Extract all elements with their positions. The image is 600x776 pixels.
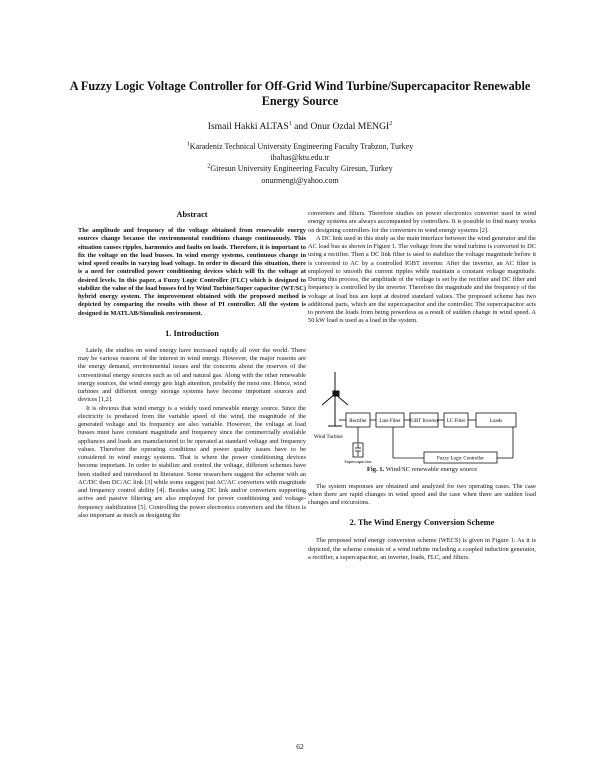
- intro-paragraph-1: Lately, the studies on wind energy have increased rapidly all over the world. There may be various reasons of the interest in wind energy. However, the major reasons are the energy demand, environmental issues and the concerns about the reserves of the conventional energy sources such as oil and natural gas. Along with the other renewable energy sources, the wind energy gets high attention, probably the most one. Hence, wind turbines and different energy storage systems have become important sources and devices [1,2].: [78, 346, 306, 404]
- page-number: 62: [296, 742, 304, 751]
- wind-turbine-icon: [322, 372, 348, 426]
- paper-title: A Fuzzy Logic Voltage Controller for Off-Grid Wind Turbine/Supercapacitor Renewable Energy Source: [69, 79, 531, 108]
- affiliation-1: [60, 141, 540, 152]
- right-paragraph-3: The system responses are obtained and analyzed for two operating cases. The case when there are rapid changes in wind speed and the case when there are sudden load changes and excursions.: [308, 482, 536, 506]
- line-filter-label: Line Filter: [379, 418, 401, 424]
- abstract-heading: Abstract: [176, 210, 208, 219]
- right-paragraph-4: The proposed wind energy conversion scheme (WECS) is given in Figure 1. As it is depicted, the scheme consists of a wind turbine including a coupled induction generator, a rectifier, a supercapacitor, an inverter, loads, FLC, and filters.: [308, 537, 536, 561]
- author-conjunction: and: [291, 121, 311, 132]
- author-1: Ismail Hakki ALTAS: [207, 121, 289, 132]
- abstract-body: The amplitude and frequency of the voltage obtained from renewable energy sources change because the environmental conditions change continuously. This situation causes ripples, harmonics and faults on loads. Therefore, it is important to fix the voltage on the load busses. In wind energy systems, continuous change in wind speed results in varying load voltage. In order to discard this situation, there is a need for controlled power conditioning devices which will fix the voltage at desired levels. In this paper, a Fuzzy Logic Controller (FLC) which is designed to stabilize the value of the load busses fed by Wind Turbine/Super capacitor (WT/SC) hybrid energy system. The improvement obtained with the proposed method is depicted by comparing the results with those of PI controller. All the system is designed in MATLAB/Simulink environment.: [78, 227, 306, 317]
- affiliation-1-email: ihaltas@ktu.edu.tr: [270, 153, 330, 163]
- affiliation-1-superscript: 1: [186, 141, 190, 148]
- figure-1-label: Fig. 1.: [366, 465, 385, 473]
- affiliation-2-email: onurmengi@yahoo.com: [261, 175, 339, 185]
- introduction-heading: 1. Introduction: [165, 328, 219, 338]
- author-2-superscript: 2: [389, 120, 393, 127]
- flc-label: Fuzzy Logic Controller: [437, 456, 484, 462]
- author-2: Onur Ozdal MENGI: [310, 121, 390, 132]
- left-column: [78, 210, 306, 520]
- rectifier-label: Rectifier: [349, 418, 367, 424]
- figure-1-caption: [308, 466, 536, 473]
- intro-paragraph-2: It is obvious that wind energy is a widely used renewable energy source. Since the electricity is produced from the variable speed of the wind, the magnitude of the generated voltage and its frequency are also variable. However, the voltage at load busses must have constant magnitude and frequency since the commercially available appliances and loads are manufactured to be operated at standard voltage and frequency values. Therefore the operating conditions and power quality issues have to be considered in wind energy systems. That is where the power conditioning devices become important. In order to stabilize and control the voltage, different schemes have been studied and introduced in literature. Some researchers suggest the scheme with an AC/DC then DC/AC link [3] while some suggest just AC/AC converters with magnitude and frequency control ability [4]. Besides using DC link and/or converters supporting active and passive filtering are also employed for power conditioning and voltage-frequency stabilization [5]. Controlling the power electronics converters and the filters is also important as much as designing the: [78, 404, 306, 519]
- wecs-heading: 2. The Wind Energy Conversion Scheme: [349, 518, 495, 528]
- supercapacitor-label: Supercapacitor: [344, 458, 372, 464]
- supercapacitor-icon: [353, 443, 363, 457]
- igbt-inverter-label: IGBT Inverter: [409, 418, 439, 424]
- affiliation-1-institution: Karadeniz Technical University Engineering Faculty Trabzon, Turkey: [189, 142, 414, 151]
- right-column: [308, 210, 536, 562]
- figure-1-caption-text: Wind/SC renewable energy source: [384, 465, 478, 473]
- loads-label: Loads: [489, 418, 503, 424]
- lc-filter-label: LC Filter: [446, 418, 466, 424]
- author-line: [60, 121, 540, 132]
- wind-turbine-label: Wind Turbine: [314, 433, 343, 440]
- right-paragraph-2: A DC link used in this study as the main interface between the wind generator and the AC load bus as shown in Figure 1. The voltage from the wind turbine is converted to DC using a rectifier. Then a DC link filter is used to stabilize the voltage magnitude before it is converted to AC by a controlled IGBT inverter. After the inverter, an AC filter is employed to smooth the current ripples while maintain a constant voltage magnitude. During this process, the amplitude of the voltage is set by the rectifier and DC filter and frequency is controlled by the inverter. Therefore the magnitude and the frequency of the voltage at load bus are kept at desired standard values. The proposed scheme has two additional parts, which are the supercapacitor and the controller. The supercapacitor acts to prevent the loads from being powerless as a result of sudden change in wind speed. A 50 kW load is used as a load in the system.: [308, 234, 536, 325]
- affiliations: [60, 141, 540, 186]
- wecs-block-diagram: [308, 334, 536, 464]
- figure-1: [308, 334, 536, 464]
- affiliation-2: [60, 163, 540, 174]
- affiliation-2-superscript: 2: [207, 163, 211, 170]
- author-1-superscript: 1: [288, 120, 292, 127]
- affiliation-2-institution: Giresun University Engineering Faculty Giresun, Turkey: [210, 164, 393, 174]
- right-paragraph-1: converters and filters. Therefore studies on power electronics converter used in wind energy systems are always accompanied by controllers. It is possible to find many works on designing controllers for the converters in wind energy systems [2].: [308, 210, 536, 234]
